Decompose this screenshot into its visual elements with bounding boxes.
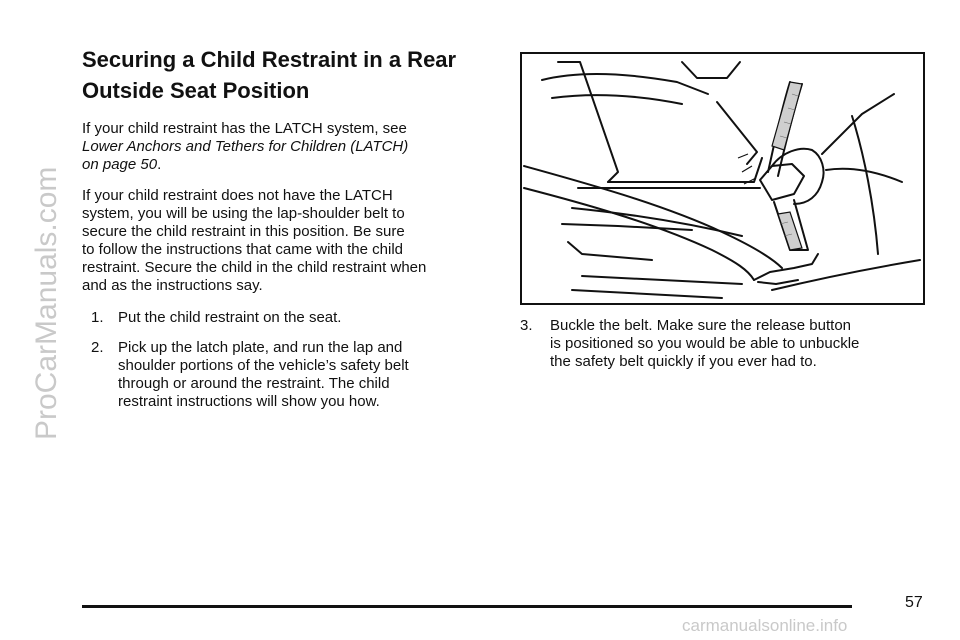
figure-hands-buckling-belt (520, 52, 925, 305)
watermark-site: carmanualsonline.info (682, 616, 848, 635)
list-item (82, 309, 492, 327)
latch-paragraph: If your child restraint has the LATCH system, see Lower Anchors and Tethers for Children (LATCH) on page 50. (82, 120, 409, 173)
section-title: Securing a Child Restraint in a Rear Outside Seat Position (82, 47, 457, 103)
cross-reference-link[interactable]: Lower Anchors and Tethers for Children (LATCH) on page 50 (82, 138, 409, 173)
list-item (520, 317, 930, 371)
step-number: 2. (91, 339, 104, 356)
watermark-vertical (16, 0, 66, 640)
steps-list (82, 309, 492, 411)
step-number: 1. (91, 309, 104, 326)
step-text: Buckle the belt. Make sure the release button is positioned so you would be able to unbuckle the safety belt quickly if you ever had to. (550, 317, 860, 370)
step-text: Pick up the latch plate, and run the lap and shoulder portions of the vehicle’s safety belt through or around the restraint. The child restraint instructions will show you how. (118, 339, 409, 410)
left-column (82, 44, 492, 423)
step-number: 3. (520, 317, 533, 334)
right-column (520, 52, 930, 383)
footer-rule (82, 605, 852, 608)
steps-list-continued (520, 317, 930, 371)
watermark-text: ProCarManuals.com (30, 166, 63, 440)
no-latch-paragraph: If your child restraint does not have the LATCH system, you will be using the lap-shoulder belt to secure the child restraint in this position. Be sure to follow the instructions that came with the child restraint. Secure the child in the child restraint when and as the instructions say. (82, 187, 427, 294)
page-number: 57 (905, 594, 923, 611)
list-item (82, 339, 492, 411)
step-text: Put the child restraint on the seat. (118, 309, 342, 326)
belt-illustration (522, 54, 923, 303)
